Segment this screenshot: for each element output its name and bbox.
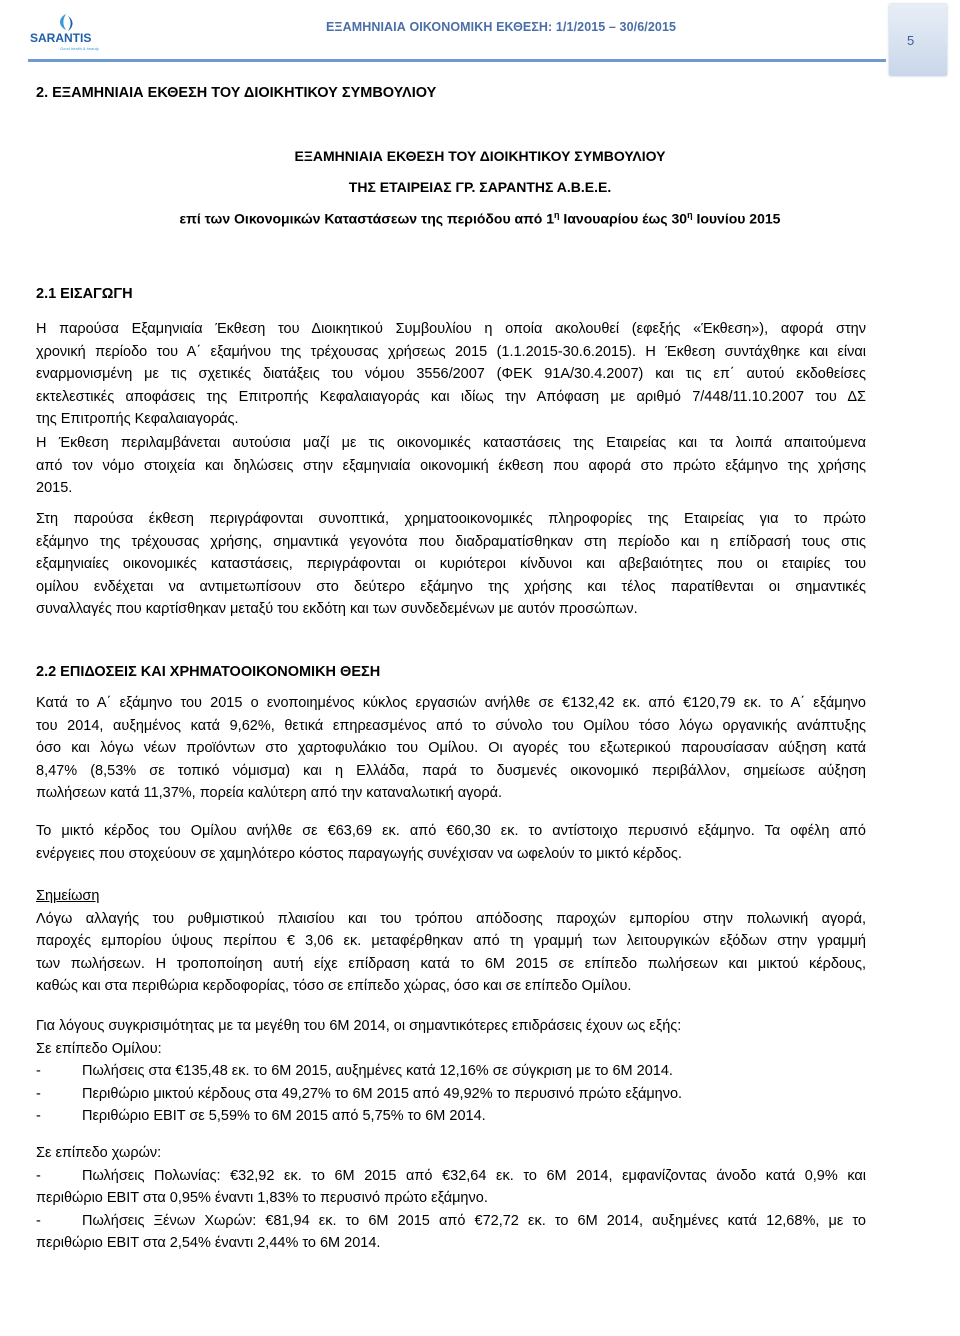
logo-text: SARANTIS — [30, 31, 92, 45]
text-line: παροχές εμπορίου ύψους περίπου € 3,06 εκ. μεταφέρθηκαν από τη γραμμή των λειτουργικών εξόδων στην γραμμή — [36, 933, 866, 949]
list-item — [36, 1165, 866, 1210]
page-number: 5 — [907, 33, 915, 48]
text-line: 2015. — [36, 480, 73, 496]
report-title-part: Ιανουαρίου έως 30 — [559, 210, 688, 227]
performance-paragraph-1 — [36, 692, 866, 805]
text-line: Η παρούσα Εξαμηνιαία Έκθεση του Διοικητικού Συμβουλίου η οποία ακολουθεί (εφεξής «Έκθεση»), αφορά στην — [36, 321, 866, 337]
intro-paragraph-2 — [36, 432, 866, 500]
text-line: 8,47% (8,53% σε τοπικό νόμισμα) και η Ελλάδα, παρά το δυσμενές οικονομικό περιβάλλον, σημείωσε αύξηση — [36, 762, 866, 779]
text-line: Κατά το Α΄ εξάμηνο του 2015 ο ενοποιημένος κύκλος εργασιών ανήλθε σε €132,42 εκ. από €120,79 εκ. το Α΄ εξάμηνο — [36, 695, 866, 711]
text-line: χρονική περίοδο του Α΄ εξαμήνου της τρέχουσας χρήσεως 2015 (1.1.2015-30.6.2015). Η Έκθεση συντάχθηκε και είναι — [36, 343, 866, 360]
list-item-line: - Πωλήσεις Ξένων Χωρών: €81,94 εκ. το 6Μ 2015 από €72,72 εκ. το 6Μ 2014, αυξημένες κατά 12,68%, με το — [36, 1212, 866, 1229]
performance-paragraph-2 — [36, 820, 866, 865]
report-title-line-2: ΤΗΣ ΕΤΑΙΡΕΙΑΣ ΓΡ. ΣΑΡΑΝΤΗΣ Α.Β.Ε.Ε. — [348, 179, 612, 195]
text-line: των πωλήσεων. Η τροποποίηση αυτή είχε επίδραση κατά το 6Μ 2015 σε επίπεδο πωλήσεων και μικτού κέρδους, — [36, 955, 866, 972]
note-title — [36, 885, 866, 908]
text-line: συναλλαγές που καρτίσθηκαν μεταξύ του εκδότη και των συνδεδεμένων με αυτόν προσώπων. — [36, 601, 638, 617]
text-line: Το μικτό κέρδος του Ομίλου ανήλθε σε €63,69 εκ. από €60,30 εκ. το αντίστοιχο περυσινό εξάμηνο. Τα οφέλη από — [36, 823, 866, 839]
text-line: όσο και λόγω νέων προϊόντων στο χαρτοφυλάκιο του Ομίλου. Οι αγορές του εξωτερικού παρουσίασαν αύξηση κατά — [36, 740, 866, 756]
intro-heading: 2.1 ΕΙΣΑΓΩΓΗ — [36, 286, 133, 302]
text-line: εξαμηνιαίες οικονομικές καταστάσεις, περιγράφονται οι κυριότεροι κίνδυνοι και αβεβαιότητες που οι εταιρίες του — [36, 556, 866, 572]
country-level-block — [36, 1142, 866, 1255]
superscript: η — [554, 210, 560, 220]
text-line: καθώς και στα περιθώρια κερδοφορίας, τόσο σε επίπεδο χώρας, όσο και σε επίπεδο Ομίλου. — [36, 978, 632, 994]
company-logo — [28, 12, 108, 52]
list-item-line: περιθώριο EBIT στα 2,54% έναντι 2,44% το 6Μ 2014. — [36, 1235, 381, 1251]
list-item: - Περιθώριο EBIT σε 5,59% το 6Μ 2015 από 5,75% το 6Μ 2014. — [36, 1108, 486, 1124]
group-level-label: Σε επίπεδο Ομίλου: — [36, 1040, 162, 1057]
list-item-text: Πωλήσεις Πολωνίας: €32,92 εκ. το 6Μ 2015 από €32,64 εκ. το 6Μ 2014, εμφανίζοντας άνοδο κατά 0,9% και — [82, 1167, 866, 1184]
report-title-line-3 — [38, 210, 922, 227]
header-title: ΕΞΑΜΗΝΙΑΙΑ ΟΙΚΟΝΟΜΙΚΗ ΕΚΘΕΣΗ: 1/1/2015 – 30/6/2015 — [326, 20, 677, 34]
list-item: - Πωλήσεις στα €135,48 εκ. το 6Μ 2015, αυξημένες κατά 12,16% σε σύγκριση με το 6Μ 2014. — [36, 1063, 673, 1079]
list-item-line: περιθώριο EBIT στα 0,95% έναντι 1,83% το περυσινό πρώτο εξάμηνο. — [36, 1190, 488, 1206]
text-line: ενέργειες που στοχεύουν σε χαμηλότερο κόστος παραγωγής συνέχισαν να ωφελούν το μικτό κέρδος. — [36, 845, 682, 862]
report-title-part: Ιουνίου 2015 — [692, 210, 781, 227]
text-line: από τον νόμο στοιχεία και δηλώσεις στην εξαμηνιαία οικονομική έκθεση που αφορά στο πρώτο εξάμηνο της χρήσης — [36, 457, 866, 474]
text-line: πωλήσεων κατά 11,37%, πορεία καλύτερη από την καταναλωτική αγορά. — [36, 785, 503, 801]
text-line: εξάμηνο της τρέχουσας χρήσης, σημαντικά γεγονότα που διαδραματίσθηκαν στη περίοδο και η επίδρασή τους στις — [36, 533, 866, 550]
report-title-line-1: ΕΞΑΜΗΝΙΑΙΑ ΕΚΘΕΣΗ ΤΟΥ ΔΙΟΙΚΗΤΙΚΟΥ ΣΥΜΒΟΥΛΙΟΥ — [294, 148, 666, 164]
group-level-block — [36, 1015, 866, 1128]
list-item-text: Περιθώριο μικτού κέρδους στα 49,27% το 6Μ 2015 από 49,92% το περυσινό πρώτο εξάμηνο. — [82, 1085, 683, 1102]
text-line: του 2014, αυξημένος κατά 9,62%, θετικά επηρεασμένος από το σύνολο του Ομίλου τόσο λόγω οργανικής ανάπτυξης — [36, 717, 866, 734]
text-line: εναρμονισμένη με τις σχετικές διατάξεις του νόμου 3556/2007 (ΦΕΚ 91Α/30.4.2007) και τις επ΄ αυτού εκδοθείσες — [36, 366, 866, 382]
list-item-line: - Πωλήσεις Πολωνίας: €32,92 εκ. το 6Μ 2015 από €32,64 εκ. το 6Μ 2014, εμφανίζοντας άνοδο κατά 0,9% και — [36, 1167, 866, 1184]
intro-paragraph-3 — [36, 508, 866, 621]
list-item — [36, 1210, 866, 1255]
intro-paragraph-1 — [36, 318, 866, 431]
text-line: Στη παρούσα έκθεση περιγράφονται συνοπτικά, χρηματοοικονομικές πληροφορίες της Εταιρείας για το πρώτο — [36, 511, 866, 527]
report-title-part: επί των Οικονομικών Καταστάσεων της περιόδου από 1 — [179, 210, 555, 227]
note-block — [36, 885, 866, 998]
text-line: της Επιτροπής Κεφαλαιαγοράς. — [36, 411, 239, 427]
header-divider — [28, 59, 886, 62]
text-line: Λόγω αλλαγής του ρυθμιστικού πλαισίου και του τρόπου απόδοσης παροχών εμπορίου στην πολωνική αγορά, — [36, 910, 866, 927]
comparability-intro: Για λόγους συγκρισιμότητας με τα μεγέθη του 6Μ 2014, οι σημαντικότερες επιδράσεις έχουν ως εξής: — [36, 1018, 682, 1034]
section-heading: 2. ΕΞΑΜΗΝΙΑΙΑ ΕΚΘΕΣΗ ΤΟΥ ΔΙΟΙΚΗΤΙΚΟΥ ΣΥΜΒΟΥΛΙΟΥ — [36, 85, 437, 101]
list-item-text: Πωλήσεις στα €135,48 εκ. το 6Μ 2015, αυξημένες κατά 12,16% σε σύγκριση με το 6Μ 2014. — [82, 1063, 673, 1079]
text-line: ομίλου ενδέχεται να αντιμετωπίσουν στο δεύτερο εξάμηνο της χρήσης και τέλος παρατίθενται οι σημαντικές — [36, 578, 866, 595]
country-level-label: Σε επίπεδο χωρών: — [36, 1145, 162, 1161]
text-line: Η Έκθεση περιλαμβάνεται αυτούσια μαζί με τις οικονομικές καταστάσεις της Εταιρείας και τα λοιπά απαιτούμενα — [36, 435, 866, 451]
page-number-tab — [889, 4, 947, 76]
superscript: η — [687, 210, 693, 220]
note-title-text: Σημείωση — [36, 888, 100, 904]
performance-heading: 2.2 ΕΠΙΔΟΣΕΙΣ ΚΑΙ ΧΡΗΜΑΤΟΟΙΚΟΝΟΜΙΚΗ ΘΕΣΗ — [36, 664, 381, 680]
list-item: - Περιθώριο μικτού κέρδους στα 49,27% το 6Μ 2015 από 49,92% το περυσινό πρώτο εξάμηνο. — [36, 1085, 683, 1102]
list-item-text: Περιθώριο EBIT σε 5,59% το 6Μ 2015 από 5,75% το 6Μ 2014. — [82, 1108, 486, 1124]
list-item-text: Πωλήσεις Ξένων Χωρών: €81,94 εκ. το 6Μ 2015 από €72,72 εκ. το 6Μ 2014, αυξημένες κατά 12,68%, με το — [82, 1212, 866, 1229]
logo-subtext: Good health & beauty — [60, 46, 99, 51]
text-line: εκτελεστικές αποφάσεις της Επιτροπής Κεφαλαιαγοράς και ιδίως την Απόφαση με αριθμό 7/448/11.10.2007 του ΔΣ — [36, 388, 866, 405]
